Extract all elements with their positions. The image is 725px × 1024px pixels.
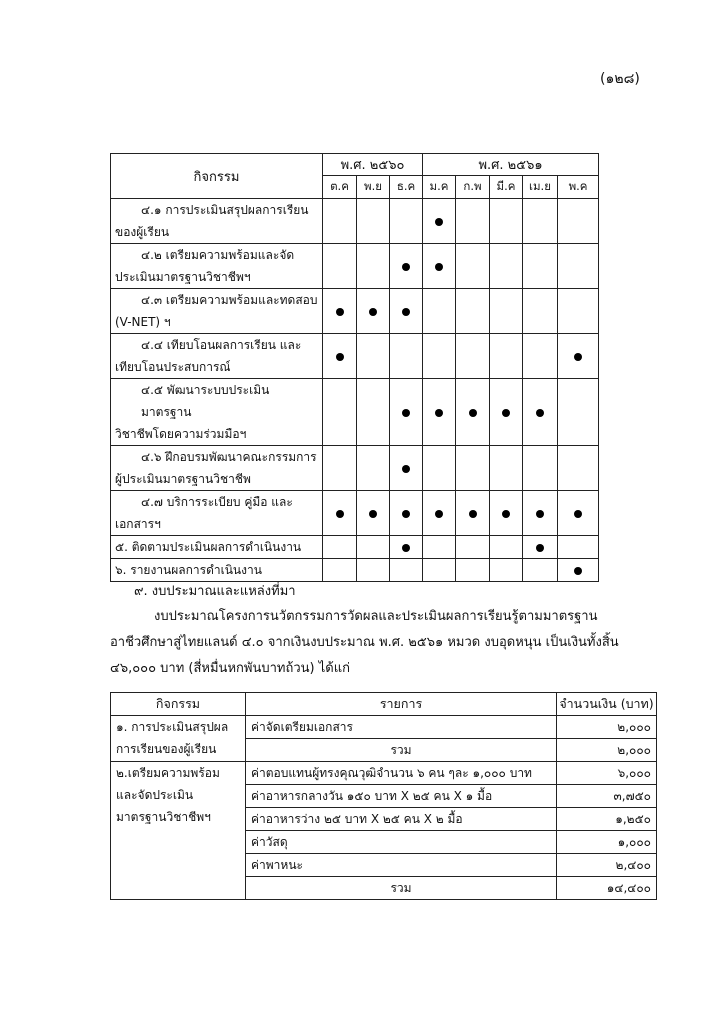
activity-line: เอกสารฯ <box>115 517 161 531</box>
budget-paragraph: งบประมาณโครงการนวัตกรรมการวัดผลและประเมินผลการเรียนรู้ตามมาตรฐานอาชีวศึกษาสู่ไทยแลนด์ ๔.๐ จากเงินงบประมาณ พ.ศ. ๒๕๖๑ หมวด งบอุดหนุน เป็นเงินทั้งสิ้น ๔๖,๐๐๐ บาท (สี่หมื่นหกพันบาทถ้วน) ได้แก่ <box>110 609 619 676</box>
schedule-cell <box>558 491 599 536</box>
schedule-cell <box>357 536 390 559</box>
schedule-cell <box>558 559 599 582</box>
schedule-cell <box>423 289 456 334</box>
schedule-row <box>111 244 599 289</box>
schedule-dot-icon <box>402 263 410 271</box>
schedule-cell <box>490 536 523 559</box>
activity-cell <box>111 199 323 244</box>
schedule-cell <box>357 379 390 446</box>
schedule-cell <box>323 334 357 379</box>
schedule-cell <box>423 446 456 491</box>
schedule-cell <box>390 446 423 491</box>
activity-column-header: กิจกรรม <box>111 154 323 199</box>
schedule-cell <box>423 244 456 289</box>
schedule-cell <box>423 491 456 536</box>
schedule-cell <box>357 289 390 334</box>
activity-line: ๕. ติดตามประเมินผลการดำเนินงาน <box>115 540 302 554</box>
budget-heading: ๙. งบประมาณและแหล่งที่มา <box>134 584 296 599</box>
schedule-cell <box>357 446 390 491</box>
schedule-cell <box>390 491 423 536</box>
schedule-cell <box>523 536 558 559</box>
schedule-dot-icon <box>536 409 544 417</box>
schedule-cell <box>490 379 523 446</box>
subtotal-label: รวม <box>246 739 557 762</box>
activity-line: ของผู้เรียน <box>115 225 170 239</box>
schedule-cell <box>456 491 490 536</box>
schedule-cell <box>456 289 490 334</box>
schedule-dot-icon <box>435 263 443 271</box>
schedule-cell <box>558 244 599 289</box>
activity-line: การเรียนของผู้เรียน <box>116 742 217 756</box>
activity-line: มาตรฐานวิชาชีพฯ <box>116 810 211 824</box>
schedule-cell <box>490 199 523 244</box>
schedule-cell <box>456 559 490 582</box>
schedule-cell <box>357 559 390 582</box>
activity-line: (V-NET) ฯ <box>115 315 171 329</box>
activity-line: ๔.๕ พัฒนาระบบประเมินมาตรฐาน <box>141 383 270 419</box>
budget-activity-header: กิจกรรม <box>111 693 246 716</box>
activity-line: ๔.๗ บริการระเบียบ คู่มือ และ <box>141 495 293 509</box>
budget-amount: ๓,๗๕๐ <box>557 785 657 808</box>
schedule-cell <box>357 491 390 536</box>
schedule-cell <box>390 199 423 244</box>
schedule-cell <box>423 379 456 446</box>
schedule-dot-icon <box>502 510 510 518</box>
activity-line: ๑. การประเมินสรุปผล <box>116 720 229 734</box>
activity-line: ประเมินมาตรฐานวิชาชีพฯ <box>115 270 251 284</box>
schedule-cell <box>423 559 456 582</box>
schedule-cell <box>523 559 558 582</box>
table-row <box>111 762 657 785</box>
schedule-cell <box>558 379 599 446</box>
schedule-cell <box>558 199 599 244</box>
schedule-dot-icon <box>502 409 510 417</box>
schedule-row <box>111 379 599 446</box>
budget-item: ค่าอาหารว่าง ๒๕ บาท X ๒๕ คน X ๒ มื้อ <box>246 808 557 831</box>
schedule-cell <box>558 446 599 491</box>
budget-activity-cell <box>111 716 246 762</box>
schedule-dot-icon <box>402 308 410 316</box>
activity-cell <box>111 334 323 379</box>
schedule-dot-icon <box>574 510 582 518</box>
schedule-dot-icon <box>435 409 443 417</box>
schedule-dot-icon <box>336 353 344 361</box>
activity-cell <box>111 379 323 446</box>
month-header: ต.ค <box>323 176 357 199</box>
budget-amount: ๖,๐๐๐ <box>557 762 657 785</box>
budget-amount: ๒,๔๐๐ <box>557 854 657 877</box>
schedule-dot-icon <box>336 510 344 518</box>
budget-item: ค่าอาหารกลางวัน ๑๕๐ บาท X ๒๕ คน X ๑ มื้อ <box>246 785 557 808</box>
schedule-cell <box>390 559 423 582</box>
schedule-dot-icon <box>369 510 377 518</box>
schedule-dot-icon <box>402 409 410 417</box>
schedule-cell <box>490 559 523 582</box>
schedule-cell <box>456 536 490 559</box>
schedule-dot-icon <box>574 353 582 361</box>
schedule-cell <box>523 334 558 379</box>
budget-amount: ๒,๐๐๐ <box>557 716 657 739</box>
schedule-row <box>111 199 599 244</box>
schedule-cell <box>323 536 357 559</box>
schedule-cell <box>523 491 558 536</box>
schedule-cell <box>390 244 423 289</box>
schedule-row <box>111 491 599 536</box>
schedule-cell <box>323 244 357 289</box>
schedule-cell <box>390 379 423 446</box>
budget-item: ค่าจัดเตรียมเอกสาร <box>246 716 557 739</box>
schedule-row <box>111 289 599 334</box>
schedule-cell <box>423 536 456 559</box>
activity-cell <box>111 244 323 289</box>
schedule-dot-icon <box>402 465 410 473</box>
activity-cell <box>111 289 323 334</box>
schedule-cell <box>323 559 357 582</box>
subtotal-amount: ๑๔,๔๐๐ <box>557 877 657 900</box>
schedule-cell <box>390 536 423 559</box>
month-header: ม.ค <box>423 176 456 199</box>
activity-line: ๖. รายงานผลการดำเนินงาน <box>115 563 262 577</box>
budget-table <box>110 692 657 900</box>
schedule-dot-icon <box>435 510 443 518</box>
schedule-cell <box>456 199 490 244</box>
budget-item: ค่าตอบแทนผู้ทรงคุณวุฒิจำนวน ๖ คน ๆละ ๑,๐๐๐ บาท <box>246 762 557 785</box>
activity-cell <box>111 559 323 582</box>
schedule-dot-icon <box>402 544 410 552</box>
activity-line: ๔.๑ การประเมินสรุปผลการเรียน <box>141 203 309 217</box>
schedule-row <box>111 334 599 379</box>
table-row <box>111 716 657 739</box>
schedule-dot-icon <box>336 308 344 316</box>
budget-item-header: รายการ <box>246 693 557 716</box>
subtotal-label: รวม <box>246 877 557 900</box>
schedule-row <box>111 536 599 559</box>
month-header: เม.ย <box>523 176 558 199</box>
activity-line: ๔.๒ เตรียมความพร้อมและจัด <box>141 248 295 262</box>
schedule-cell <box>323 446 357 491</box>
schedule-dot-icon <box>402 510 410 518</box>
schedule-dot-icon <box>469 510 477 518</box>
schedule-dot-icon <box>574 567 582 575</box>
schedule-dot-icon <box>536 544 544 552</box>
schedule-cell <box>423 199 456 244</box>
schedule-cell <box>523 289 558 334</box>
activity-line: ๒.เตรียมความพร้อม <box>116 766 220 780</box>
month-header: ธ.ค <box>390 176 423 199</box>
budget-activity-cell <box>111 762 246 900</box>
month-header: ก.พ <box>456 176 490 199</box>
schedule-cell <box>490 244 523 289</box>
budget-item: ค่าวัสดุ <box>246 831 557 854</box>
schedule-cell <box>390 289 423 334</box>
activity-cell <box>111 491 323 536</box>
budget-amount: ๑,๐๐๐ <box>557 831 657 854</box>
activity-line: เทียบโอนประสบการณ์ <box>115 360 231 374</box>
schedule-cell <box>323 199 357 244</box>
month-header: พ.ย <box>357 176 390 199</box>
schedule-cell <box>390 334 423 379</box>
subtotal-amount: ๒,๐๐๐ <box>557 739 657 762</box>
schedule-cell <box>357 244 390 289</box>
schedule-row <box>111 446 599 491</box>
schedule-cell <box>523 244 558 289</box>
page-number: (๑๒๘) <box>600 71 640 87</box>
activity-line: วิชาชีพโดยความร่วมมือฯ <box>115 427 247 441</box>
schedule-cell <box>523 199 558 244</box>
budget-amount-header: จำนวนเงิน (บาท) <box>557 693 657 716</box>
schedule-cell <box>490 334 523 379</box>
schedule-dot-icon <box>369 308 377 316</box>
schedule-cell <box>490 446 523 491</box>
schedule-cell <box>523 446 558 491</box>
schedule-cell <box>490 491 523 536</box>
schedule-cell <box>523 379 558 446</box>
activity-line: ๔.๔ เทียบโอนผลการเรียน และ <box>141 338 302 352</box>
schedule-cell <box>558 334 599 379</box>
activity-line: ผู้ประเมินมาตรฐานวิชาชีพ <box>115 472 251 486</box>
schedule-cell <box>456 334 490 379</box>
schedule-cell <box>558 536 599 559</box>
budget-amount: ๑,๒๕๐ <box>557 808 657 831</box>
year-header: พ.ศ. ๒๕๖๐ <box>323 154 423 176</box>
schedule-row <box>111 559 599 582</box>
activity-schedule-table <box>110 153 599 582</box>
schedule-cell <box>558 289 599 334</box>
budget-item: ค่าพาหนะ <box>246 854 557 877</box>
schedule-cell <box>423 334 456 379</box>
schedule-dot-icon <box>435 218 443 226</box>
year-header: พ.ศ. ๒๕๖๑ <box>423 154 599 176</box>
activity-line: ๔.๖ ฝึกอบรมพัฒนาคณะกรรมการ <box>141 450 317 464</box>
activity-line: และจัดประเมิน <box>116 788 194 802</box>
activity-line: ๔.๓ เตรียมความพร้อมและทดสอบ <box>141 293 318 307</box>
schedule-cell <box>323 491 357 536</box>
schedule-cell <box>456 446 490 491</box>
schedule-dot-icon <box>536 510 544 518</box>
month-header: มี.ค <box>490 176 523 199</box>
schedule-cell <box>357 199 390 244</box>
activity-cell <box>111 536 323 559</box>
month-header: พ.ค <box>558 176 599 199</box>
activity-cell <box>111 446 323 491</box>
schedule-cell <box>456 379 490 446</box>
schedule-cell <box>357 334 390 379</box>
schedule-cell <box>323 379 357 446</box>
schedule-cell <box>323 289 357 334</box>
schedule-dot-icon <box>469 409 477 417</box>
schedule-cell <box>490 289 523 334</box>
schedule-cell <box>456 244 490 289</box>
